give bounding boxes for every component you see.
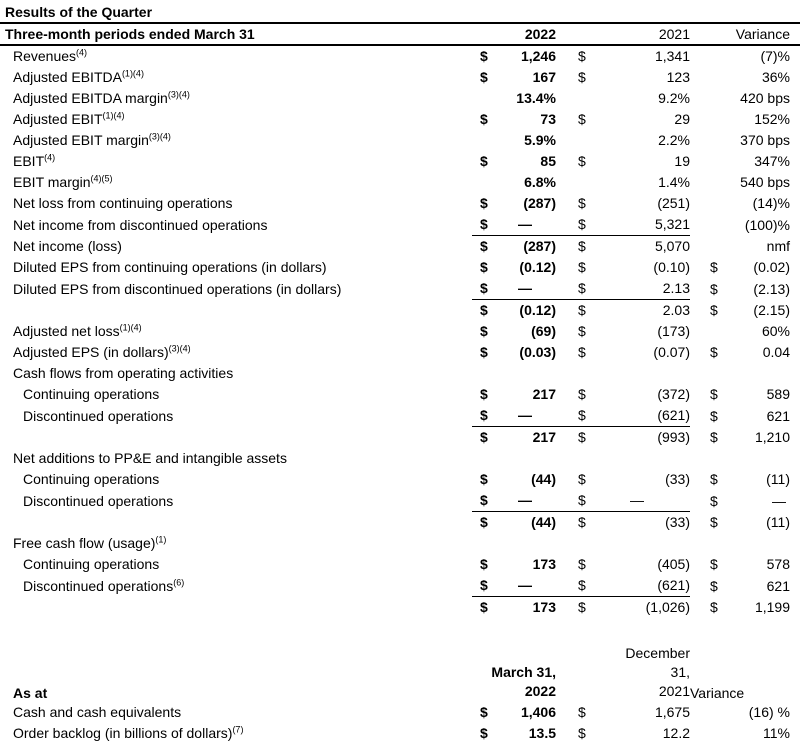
dollar-sign-2022: $ (480, 725, 488, 741)
quarter-results-table (0, 24, 800, 618)
main-table-header-row (0, 24, 800, 45)
column-header-december-31-2021 (556, 644, 690, 702)
header-line: 2022 (524, 683, 556, 699)
footnote-reference: (3)(4) (148, 131, 171, 142)
dollar-sign-2021 (556, 533, 586, 554)
dollar-sign-2022 (472, 130, 500, 151)
value-variance: (2.13) (753, 280, 790, 297)
value-variance: 621 (766, 577, 790, 594)
dollar-sign-2022 (472, 533, 500, 554)
table-row (0, 300, 800, 322)
value-2021 (586, 533, 690, 554)
dollar-sign-2022: $ (480, 48, 488, 64)
dollar-sign-2021: $ (578, 111, 586, 127)
dollar-sign-2021: $ (578, 195, 586, 211)
value-2022: — (500, 278, 556, 300)
value-variance: 60% (761, 323, 790, 339)
column-header-2022: 2022 (472, 24, 556, 45)
value-variance: 1,210 (754, 429, 790, 445)
dollar-sign-variance (690, 151, 716, 172)
table-row (0, 321, 800, 342)
dollar-sign-2022 (472, 448, 500, 469)
table-row (0, 172, 800, 193)
value-2021: 2.03 (662, 302, 690, 318)
value-2022: (287) (523, 238, 556, 254)
value-2021: 2.2% (658, 132, 690, 148)
value-variance: (11) (766, 471, 790, 487)
dollar-sign-2021: $ (578, 725, 586, 741)
dollar-sign-2022 (472, 172, 500, 193)
value-2022: (0.12) (519, 259, 556, 275)
dollar-sign-variance: $ (710, 492, 718, 509)
as-at-header-row (0, 644, 800, 702)
dollar-sign-2022: $ (480, 259, 488, 275)
row-label: EBIT margin$^{(4)(5)}$ (13, 173, 113, 190)
dollar-sign-2022: $ (480, 238, 488, 254)
dollar-sign-2021: $ (578, 48, 586, 64)
value-2021: 5,070 (654, 238, 690, 254)
value-variance: 540 bps (740, 174, 790, 190)
row-label: Diluted EPS from continuing operations (in dollars) (13, 259, 327, 275)
value-variance: 0.04 (762, 344, 790, 360)
dollar-sign-2021: $ (556, 575, 586, 597)
value-2021 (586, 448, 690, 469)
table-row (0, 427, 800, 449)
dollar-sign-2022: $ (480, 323, 488, 339)
dollar-sign-variance (690, 109, 716, 130)
value-2022: 85 (540, 153, 556, 169)
row-label: Discontinued operations (23, 492, 174, 509)
footnote-reference: (3)(4) (168, 343, 191, 354)
as-at-table (0, 644, 800, 744)
value-variance: 11% (763, 725, 790, 741)
dollar-sign-2022: $ (472, 490, 500, 512)
value-2022: 173 (532, 556, 556, 572)
value-2022 (500, 363, 556, 384)
value-2021: 29 (674, 111, 690, 127)
dollar-sign-2021: $ (578, 386, 586, 402)
dollar-sign-variance (690, 214, 716, 236)
dollar-sign-2022 (472, 88, 500, 109)
dollar-sign-variance: $ (710, 556, 718, 572)
row-label: Discontinued operations$^{(6)}$ (23, 576, 185, 594)
dollar-sign-2021: $ (556, 214, 586, 236)
value-2022: — (500, 214, 556, 236)
dollar-sign-2021: $ (578, 323, 586, 339)
table-row (0, 448, 800, 469)
table-row (0, 257, 800, 278)
value-2022: (44) (531, 514, 556, 530)
table-row (0, 469, 800, 490)
value-2022: 1,406 (520, 704, 556, 720)
table-row (0, 109, 800, 130)
dollar-sign-2022: $ (480, 153, 488, 169)
row-label: Adjusted EBIT margin$^{(3)(4)}$ (13, 131, 171, 148)
value-variance (716, 363, 800, 384)
value-2021: 5,321 (586, 214, 690, 236)
dollar-sign-variance (690, 45, 716, 67)
value-2021: — (586, 490, 690, 512)
value-2022: 173 (532, 599, 556, 615)
table-row (0, 512, 800, 534)
table-row (0, 533, 800, 554)
dollar-sign-2021: $ (578, 704, 586, 720)
value-variance: 578 (766, 556, 790, 572)
value-2022: 217 (532, 386, 556, 402)
value-variance: 589 (766, 386, 790, 402)
footnote-reference: (6) (173, 576, 185, 587)
dollar-sign-2022: $ (472, 575, 500, 597)
value-2021: (33) (665, 471, 690, 487)
dollar-sign-variance (690, 193, 716, 214)
value-2021 (586, 363, 690, 384)
dollar-sign-2021: $ (578, 556, 586, 572)
table-row (0, 597, 800, 619)
dollar-sign-2021: $ (578, 471, 586, 487)
row-label: Discontinued operations (23, 407, 174, 424)
footnote-reference: (4)(5) (90, 173, 113, 184)
dollar-sign-2021: $ (556, 490, 586, 512)
value-2022: (0.03) (519, 344, 556, 360)
value-2022: 1,246 (520, 48, 556, 64)
value-2021: 123 (666, 69, 690, 85)
value-variance: 347% (754, 153, 790, 169)
column-header-march-31-2022 (472, 644, 556, 702)
value-2022: 73 (540, 111, 556, 127)
value-2021: 1.4% (658, 174, 690, 190)
value-2021: (251) (657, 195, 690, 211)
value-variance: (2.15) (753, 302, 790, 318)
table-row (0, 130, 800, 151)
row-label: Adjusted $EBITDA^{(1)(4)}$ (13, 68, 144, 85)
table-row (0, 151, 800, 172)
dollar-sign-2022: $ (480, 556, 488, 572)
value-2022: 6.8% (524, 174, 556, 190)
value-variance: 1,199 (754, 599, 790, 615)
header-line: December (625, 645, 690, 661)
dollar-sign-2021: $ (578, 153, 586, 169)
value-2021: 1,675 (654, 704, 690, 720)
row-label (0, 512, 472, 534)
value-2021: (621) (586, 405, 690, 427)
value-2021: (621) (586, 575, 690, 597)
row-label: Adjusted $EBIT^{(1)(4)}$ (13, 110, 125, 127)
row-label: Order backlog (in billions of dollars)$^{(7)}$ (13, 724, 244, 741)
value-variance (716, 533, 800, 554)
value-variance: 370 bps (740, 132, 790, 148)
footnote-reference: (1)(4) (102, 110, 125, 121)
value-variance: (14)% (752, 195, 790, 211)
dollar-sign-variance: $ (710, 599, 718, 615)
dollar-sign-variance: $ (710, 577, 718, 594)
row-label: Continuing operations (23, 386, 160, 402)
value-2021: (372) (657, 386, 690, 402)
dollar-sign-2021 (556, 88, 586, 109)
dollar-sign-variance (690, 321, 716, 342)
dollar-sign-2021 (556, 448, 586, 469)
value-2021: 12.2 (662, 725, 690, 741)
value-2022 (500, 533, 556, 554)
dollar-sign-variance (690, 363, 716, 384)
footnote-reference: (1)(4) (119, 322, 142, 333)
dollar-sign-variance (690, 172, 716, 193)
header-line: March 31, (491, 664, 556, 680)
dollar-sign-variance: $ (710, 259, 718, 275)
value-variance: nmf (766, 238, 790, 254)
dollar-sign-variance (690, 702, 716, 723)
value-2021: (993) (657, 429, 690, 445)
dollar-sign-2021: $ (578, 69, 586, 85)
dollar-sign-variance: $ (710, 407, 718, 424)
value-variance: 36% (761, 69, 790, 85)
dollar-sign-variance (690, 236, 716, 258)
dollar-sign-2022: $ (480, 69, 488, 85)
dollar-sign-2021: $ (578, 429, 586, 445)
dollar-sign-variance (690, 723, 716, 744)
value-variance: (100)% (744, 216, 790, 233)
value-2022: (69) (531, 323, 556, 339)
table-row (0, 405, 800, 427)
column-header-periods: Three-month periods ended March 31 (0, 24, 472, 45)
row-label (0, 300, 472, 322)
value-2021: 1,341 (654, 48, 690, 64)
value-2021: 9.2% (658, 90, 690, 106)
dollar-sign-2021 (556, 363, 586, 384)
dollar-sign-2022: $ (472, 405, 500, 427)
value-2021: (33) (665, 514, 690, 530)
dollar-sign-2021: $ (556, 405, 586, 427)
value-2022: 13.4% (516, 90, 556, 106)
table-row (0, 214, 800, 236)
dollar-sign-2021: $ (556, 278, 586, 300)
column-header-as-at: As at (13, 685, 48, 701)
footnote-reference: (1)(4) (121, 68, 144, 79)
row-label: Revenues$^{(4)}$ (13, 47, 88, 64)
dollar-sign-2022: $ (472, 278, 500, 300)
dollar-sign-variance (690, 448, 716, 469)
value-2021: (0.07) (653, 344, 690, 360)
dollar-sign-2021: $ (578, 259, 586, 275)
row-label: Cash flows from operating activities (13, 365, 234, 381)
value-2022: 217 (532, 429, 556, 445)
row-label: Continuing operations (23, 471, 160, 487)
footnote-reference: (4) (76, 47, 88, 58)
value-variance (716, 448, 800, 469)
table-row (0, 45, 800, 67)
value-variance: 420 bps (740, 90, 790, 106)
dollar-sign-variance: $ (710, 386, 718, 402)
value-2022: 13.5 (528, 725, 556, 741)
table-row (0, 278, 800, 300)
table-row (0, 575, 800, 597)
table-row (0, 490, 800, 512)
row-label: EBIT$^{(4)}$ (13, 152, 56, 169)
value-2022: — (500, 575, 556, 597)
dollar-sign-2021: $ (578, 344, 586, 360)
dollar-sign-2021: $ (578, 514, 586, 530)
value-2022: 167 (532, 69, 556, 85)
table-row (0, 723, 800, 744)
value-2022: (44) (531, 471, 556, 487)
footnote-reference: (4) (44, 152, 56, 163)
value-2022 (500, 448, 556, 469)
header-line: 31, (670, 664, 690, 680)
dollar-sign-2022: $ (480, 386, 488, 402)
table-row (0, 88, 800, 109)
dollar-sign-2022 (472, 363, 500, 384)
row-label: Continuing operations (23, 556, 160, 572)
dollar-sign-2022: $ (480, 514, 488, 530)
row-label: Cash and cash equivalents (13, 704, 182, 720)
dollar-sign-variance: $ (710, 280, 718, 297)
value-2021: (405) (657, 556, 690, 572)
footnote-reference: (3)(4) (167, 89, 190, 100)
dollar-sign-variance: $ (710, 344, 718, 360)
value-variance: — (772, 492, 786, 509)
column-header-variance: Variance (690, 24, 800, 45)
dollar-sign-2022: $ (472, 214, 500, 236)
row-label: Adjusted EPS (in dollars)$^{(3)(4)}$ (13, 343, 191, 360)
column-header-variance: Variance (690, 685, 745, 701)
table-row (0, 193, 800, 214)
page-title: Results of the Quarter (0, 0, 800, 24)
table-row (0, 702, 800, 723)
dollar-sign-variance: $ (710, 514, 718, 530)
value-variance: 152% (754, 111, 790, 127)
dollar-sign-variance (690, 130, 716, 151)
value-variance: (16) % (748, 704, 790, 720)
dollar-sign-2022: $ (480, 471, 488, 487)
dollar-sign-2021: $ (578, 302, 586, 318)
value-variance: (7)% (760, 48, 790, 64)
table-row (0, 236, 800, 258)
value-2022: 5.9% (524, 132, 556, 148)
row-label: Net income from discontinued operations (13, 216, 268, 233)
dollar-sign-2022: $ (480, 704, 488, 720)
value-2021: (173) (657, 323, 690, 339)
table-row (0, 363, 800, 384)
dollar-sign-variance: $ (710, 471, 718, 487)
row-label: Adjusted EBITDA margin$^{(3)(4)}$ (13, 89, 190, 106)
dollar-sign-2022: $ (480, 111, 488, 127)
table-row (0, 384, 800, 405)
table-row (0, 554, 800, 575)
value-2021: 19 (674, 153, 690, 169)
dollar-sign-2022: $ (480, 429, 488, 445)
footnote-reference: (7) (232, 724, 244, 735)
table-row (0, 67, 800, 88)
value-2021: (0.10) (653, 259, 690, 275)
dollar-sign-variance (690, 88, 716, 109)
value-2021: 2.13 (586, 278, 690, 300)
dollar-sign-2021: $ (578, 238, 586, 254)
dollar-sign-variance (690, 533, 716, 554)
dollar-sign-2022: $ (480, 195, 488, 211)
value-variance: 621 (766, 407, 790, 424)
value-variance: (11) (766, 514, 790, 530)
dollar-sign-2022: $ (480, 599, 488, 615)
value-2021: (1,026) (645, 599, 690, 615)
row-label: Net income (loss) (13, 238, 122, 254)
table-row (0, 342, 800, 363)
dollar-sign-2021 (556, 172, 586, 193)
dollar-sign-variance (690, 67, 716, 88)
value-variance: (0.02) (753, 259, 790, 275)
row-label: Net additions to PP&E and intangible assets (13, 450, 287, 466)
row-label: Free cash flow (usage)$^{(1)}$ (13, 534, 167, 551)
value-2022: (0.12) (519, 302, 556, 318)
row-label: Adjusted net loss$^{(1)(4)}$ (13, 322, 142, 339)
value-2022: — (500, 405, 556, 427)
row-label (0, 597, 472, 619)
dollar-sign-2022: $ (480, 344, 488, 360)
dollar-sign-2021 (556, 130, 586, 151)
row-label: Net loss from continuing operations (13, 195, 233, 211)
row-label: Diluted EPS from discontinued operations (in dollars) (13, 280, 342, 297)
dollar-sign-2022: $ (480, 302, 488, 318)
value-2022: — (500, 490, 556, 512)
value-2022: (287) (523, 195, 556, 211)
dollar-sign-variance: $ (710, 302, 718, 318)
row-label (0, 427, 472, 449)
column-header-2021: 2021 (556, 24, 690, 45)
dollar-sign-variance: $ (710, 429, 718, 445)
footnote-reference: (1) (155, 534, 167, 545)
header-line: 2021 (658, 683, 690, 699)
dollar-sign-2021: $ (578, 599, 586, 615)
